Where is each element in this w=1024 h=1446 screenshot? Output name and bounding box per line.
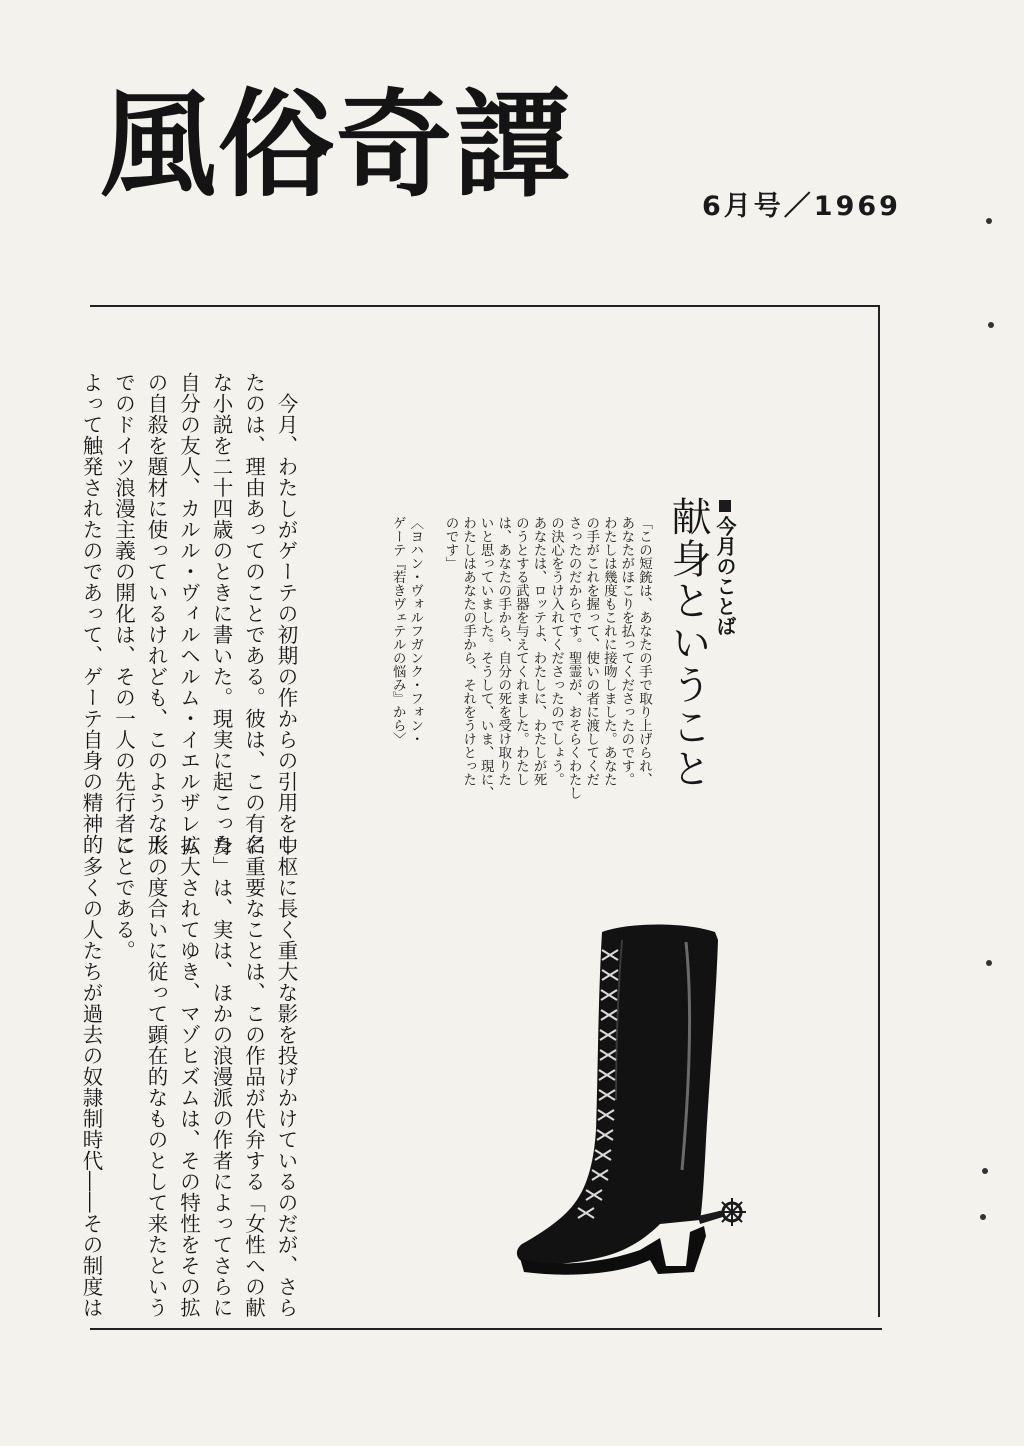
frame-top-rule	[90, 305, 880, 307]
quote-line: の決心をうけ入れてくださったのでしょう。	[548, 516, 565, 786]
quote-line: いと思っていました。そうして、いま、現に、	[477, 516, 494, 800]
column-label-text: 今月のことば	[713, 516, 737, 636]
issue-date: 6月号／1969	[702, 191, 901, 222]
quote-line: は、あなたの手から、自分の死を受け取りた	[495, 516, 512, 786]
quote-line: わたしは幾度もこれに接吻しました。あなた	[600, 516, 617, 786]
body-line: 中枢に長く重大な影を投げかけているのだが、さら	[274, 835, 298, 1318]
ink-speck	[986, 960, 992, 966]
quote-line: のうとする武器を与えてくれました。わたし	[512, 516, 529, 786]
body-text-lower	[79, 835, 302, 1318]
body-line: 身」は、実は、ほかの浪漫派の作者によってさらに	[209, 835, 233, 1318]
body-line: ことである。	[111, 835, 136, 961]
column-title: 献身ということ	[665, 496, 711, 790]
quote-line: の手がこれを握って、使いの者に渡してくだ	[583, 516, 600, 786]
body-line: でのドイツ浪漫主義の開化は、その一人の先行者に	[111, 372, 136, 855]
ink-speck	[982, 1168, 988, 1174]
goethe-quote	[389, 516, 652, 826]
square-bullet-icon	[719, 500, 731, 512]
body-line: に重要なことは、この作品が代弁する「女性への献	[241, 835, 266, 1318]
boot-illustration	[510, 920, 760, 1280]
magazine-title: 風俗奇譚	[100, 78, 572, 213]
body-line: たのは、理由あってのことである。彼は、この有名	[241, 372, 266, 855]
frame-bottom-rule	[90, 1328, 882, 1330]
quote-line: あなたがほこりを払ってくださったのです。	[618, 516, 635, 786]
quote-line	[423, 516, 441, 826]
body-line: 大の度合いに従って顕在的なものとして来たという	[144, 835, 168, 1318]
body-line: の自殺を題材に使っているけれども、このような形	[144, 372, 168, 855]
body-line: 多くの人たちが過去の奴隷制時代――その制度は	[79, 835, 103, 1318]
body-text-upper	[79, 372, 302, 855]
ink-speck	[980, 1214, 986, 1220]
quote-line: 〈ヨハン・ヴォルフガンク・フォン・	[407, 516, 424, 746]
quote-line: わたしはあなたの手から、それをうけとった	[460, 516, 477, 786]
body-line: 拡大されてゆき、マゾヒズムは、その特性をその拡	[176, 835, 201, 1318]
body-line: 今月、わたしがゲーテの初期の作からの引用をし	[274, 372, 298, 855]
ink-speck	[986, 218, 992, 224]
quote-line: 「この短銃は、あなたの手で取り上げられ、	[636, 516, 652, 786]
column-label	[712, 500, 738, 690]
quote-line: のです」	[442, 516, 459, 570]
body-line: よって触発されたのであって、ゲーテ自身の精神的	[79, 372, 103, 855]
quote-line: さったのだからです。聖霊が、おそらくわたし	[565, 516, 582, 800]
ink-speck	[988, 322, 994, 328]
frame-right-rule	[878, 305, 880, 1317]
quote-line: ゲーテ『若きヴェテルの悩み』から〉	[389, 516, 406, 746]
body-line: な小説を二十四歳のときに書いた。現実に起こった	[209, 372, 233, 855]
quote-line: あなたは、ロッテよ、わたしに、わたしが死	[530, 516, 547, 786]
body-line: 自分の友人、カルル・ヴィルヘルム・イエルザレム	[176, 372, 201, 855]
